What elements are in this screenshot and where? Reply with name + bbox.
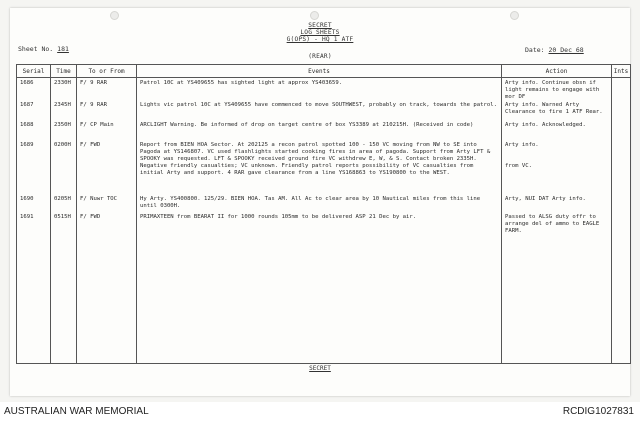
col-to-or-from: To or From [77, 65, 137, 78]
col-action: Action [502, 65, 612, 78]
date-label: Date: [525, 46, 545, 54]
events-cell: Lights vic patrol 10C at YS409655 have commenced to move SOUTHWEST, probably on track, towards the patrol. [137, 100, 502, 120]
action-cell: Arty, NUI DAT Arty info. [502, 194, 612, 212]
tofrom-cell: F/ Nuwr TOC [77, 194, 137, 212]
initials-cell [612, 212, 631, 363]
action-cell: Arty info. Continue obsn if light remains to engage with mor DF [502, 78, 612, 101]
sheet-number-value: 181 [57, 45, 69, 53]
classification-top: SECRET [308, 22, 332, 29]
action-cell: Passed to ALSG duty offr to arrange del of ammo to EAGLE FARM. [502, 212, 612, 363]
sheet-title: LOG SHEETS [300, 29, 340, 36]
action-cell: Arty info. Warned Arty Clearance to fire 1 ATF Rear. [502, 100, 612, 120]
archive-credit: AUSTRALIAN WAR MEMORIAL [4, 406, 149, 417]
events-cell: PRIMAXTEEN from BEARAT II for 1000 rounds 105mm to be delivered ASP 21 Dec by air. [137, 212, 502, 363]
initials-cell [612, 78, 631, 101]
serial-cell: 1686 [17, 78, 51, 101]
time-cell: 0205H [51, 194, 77, 212]
punch-hole [510, 11, 519, 20]
table-row [17, 212, 631, 363]
sheet-number [18, 45, 69, 53]
log-table [16, 64, 631, 364]
punch-hole [110, 11, 119, 20]
tofrom-cell: F/ FWD [77, 212, 137, 363]
tofrom-cell: F/ CP Main [77, 120, 137, 140]
col-initials: Ints [612, 65, 631, 78]
unit-heading: G(OPS) - HQ 1 ATF [286, 36, 354, 43]
events-cell: Hy Arty. YS400800. 125/29. BIEN HOA. Tas AM. All Ac to clear area by 10 Nautical miles from this line until 0300H. [137, 194, 502, 212]
time-cell: 2345H [51, 100, 77, 120]
events-cell: Patrol 10C at YS409655 has sighted light at approx YS403659. [137, 78, 502, 101]
initials-cell [612, 120, 631, 140]
col-serial: Serial [17, 65, 51, 78]
table-row [17, 78, 631, 101]
table-row [17, 140, 631, 194]
tofrom-cell: F/ FWD [77, 140, 137, 194]
time-cell: 2330H [51, 78, 77, 101]
table-row [17, 100, 631, 120]
punch-hole [310, 11, 319, 20]
time-cell: 2350H [51, 120, 77, 140]
events-cell: ARCLIGHT Warning. Be informed of drop on target centre of box YS3389 at 210215H. (Received in code) [137, 120, 502, 140]
time-cell: 0515H [51, 212, 77, 363]
initials-cell [612, 100, 631, 120]
catalogue-id: RCDIG1027831 [562, 406, 634, 417]
tofrom-cell: F/ 9 RAR [77, 78, 137, 101]
col-time: Time [51, 65, 77, 78]
serial-cell: 1690 [17, 194, 51, 212]
section-label: (REAR) [308, 53, 332, 60]
initials-cell [612, 194, 631, 212]
initials-cell [612, 140, 631, 194]
sheet-number-label: Sheet No. [18, 45, 54, 53]
action-cell: Arty info. from VC. [502, 140, 612, 194]
serial-cell: 1688 [17, 120, 51, 140]
col-events: Events [137, 65, 502, 78]
serial-cell: 1689 [17, 140, 51, 194]
serial-cell: 1691 [17, 212, 51, 363]
serial-cell: 1687 [17, 100, 51, 120]
table-row [17, 194, 631, 212]
table-row [17, 120, 631, 140]
events-cell: Report from BIEN HOA Sector. At 202125 a recon patrol spotted 100 - 150 VC moving from NW to SE into Pagoda at YS146807. VC used flashlights started cooking fires in area of pagoda. Support from Arty LFT & SPOOKY was requested. LFT & SPOOKY received ground fire VC withdrew E, W, & S. Contact broken 2335H. Negative friendly casualties; VC unknown. Friendly patrol reports possibility of VC casualties from initial Arty and support. 4 RAR gave clearance from a line YS168863 to YS190800 to the WEST. [137, 140, 502, 194]
tofrom-cell: F/ 9 RAR [77, 100, 137, 120]
log-sheet-paper [10, 8, 630, 396]
classification-bottom: SECRET [309, 365, 331, 372]
time-cell: 0200H [51, 140, 77, 194]
date-value: 20 Dec 68 [548, 46, 584, 54]
table-header-row [17, 65, 631, 78]
action-cell: Arty info. Acknowledged. [502, 120, 612, 140]
